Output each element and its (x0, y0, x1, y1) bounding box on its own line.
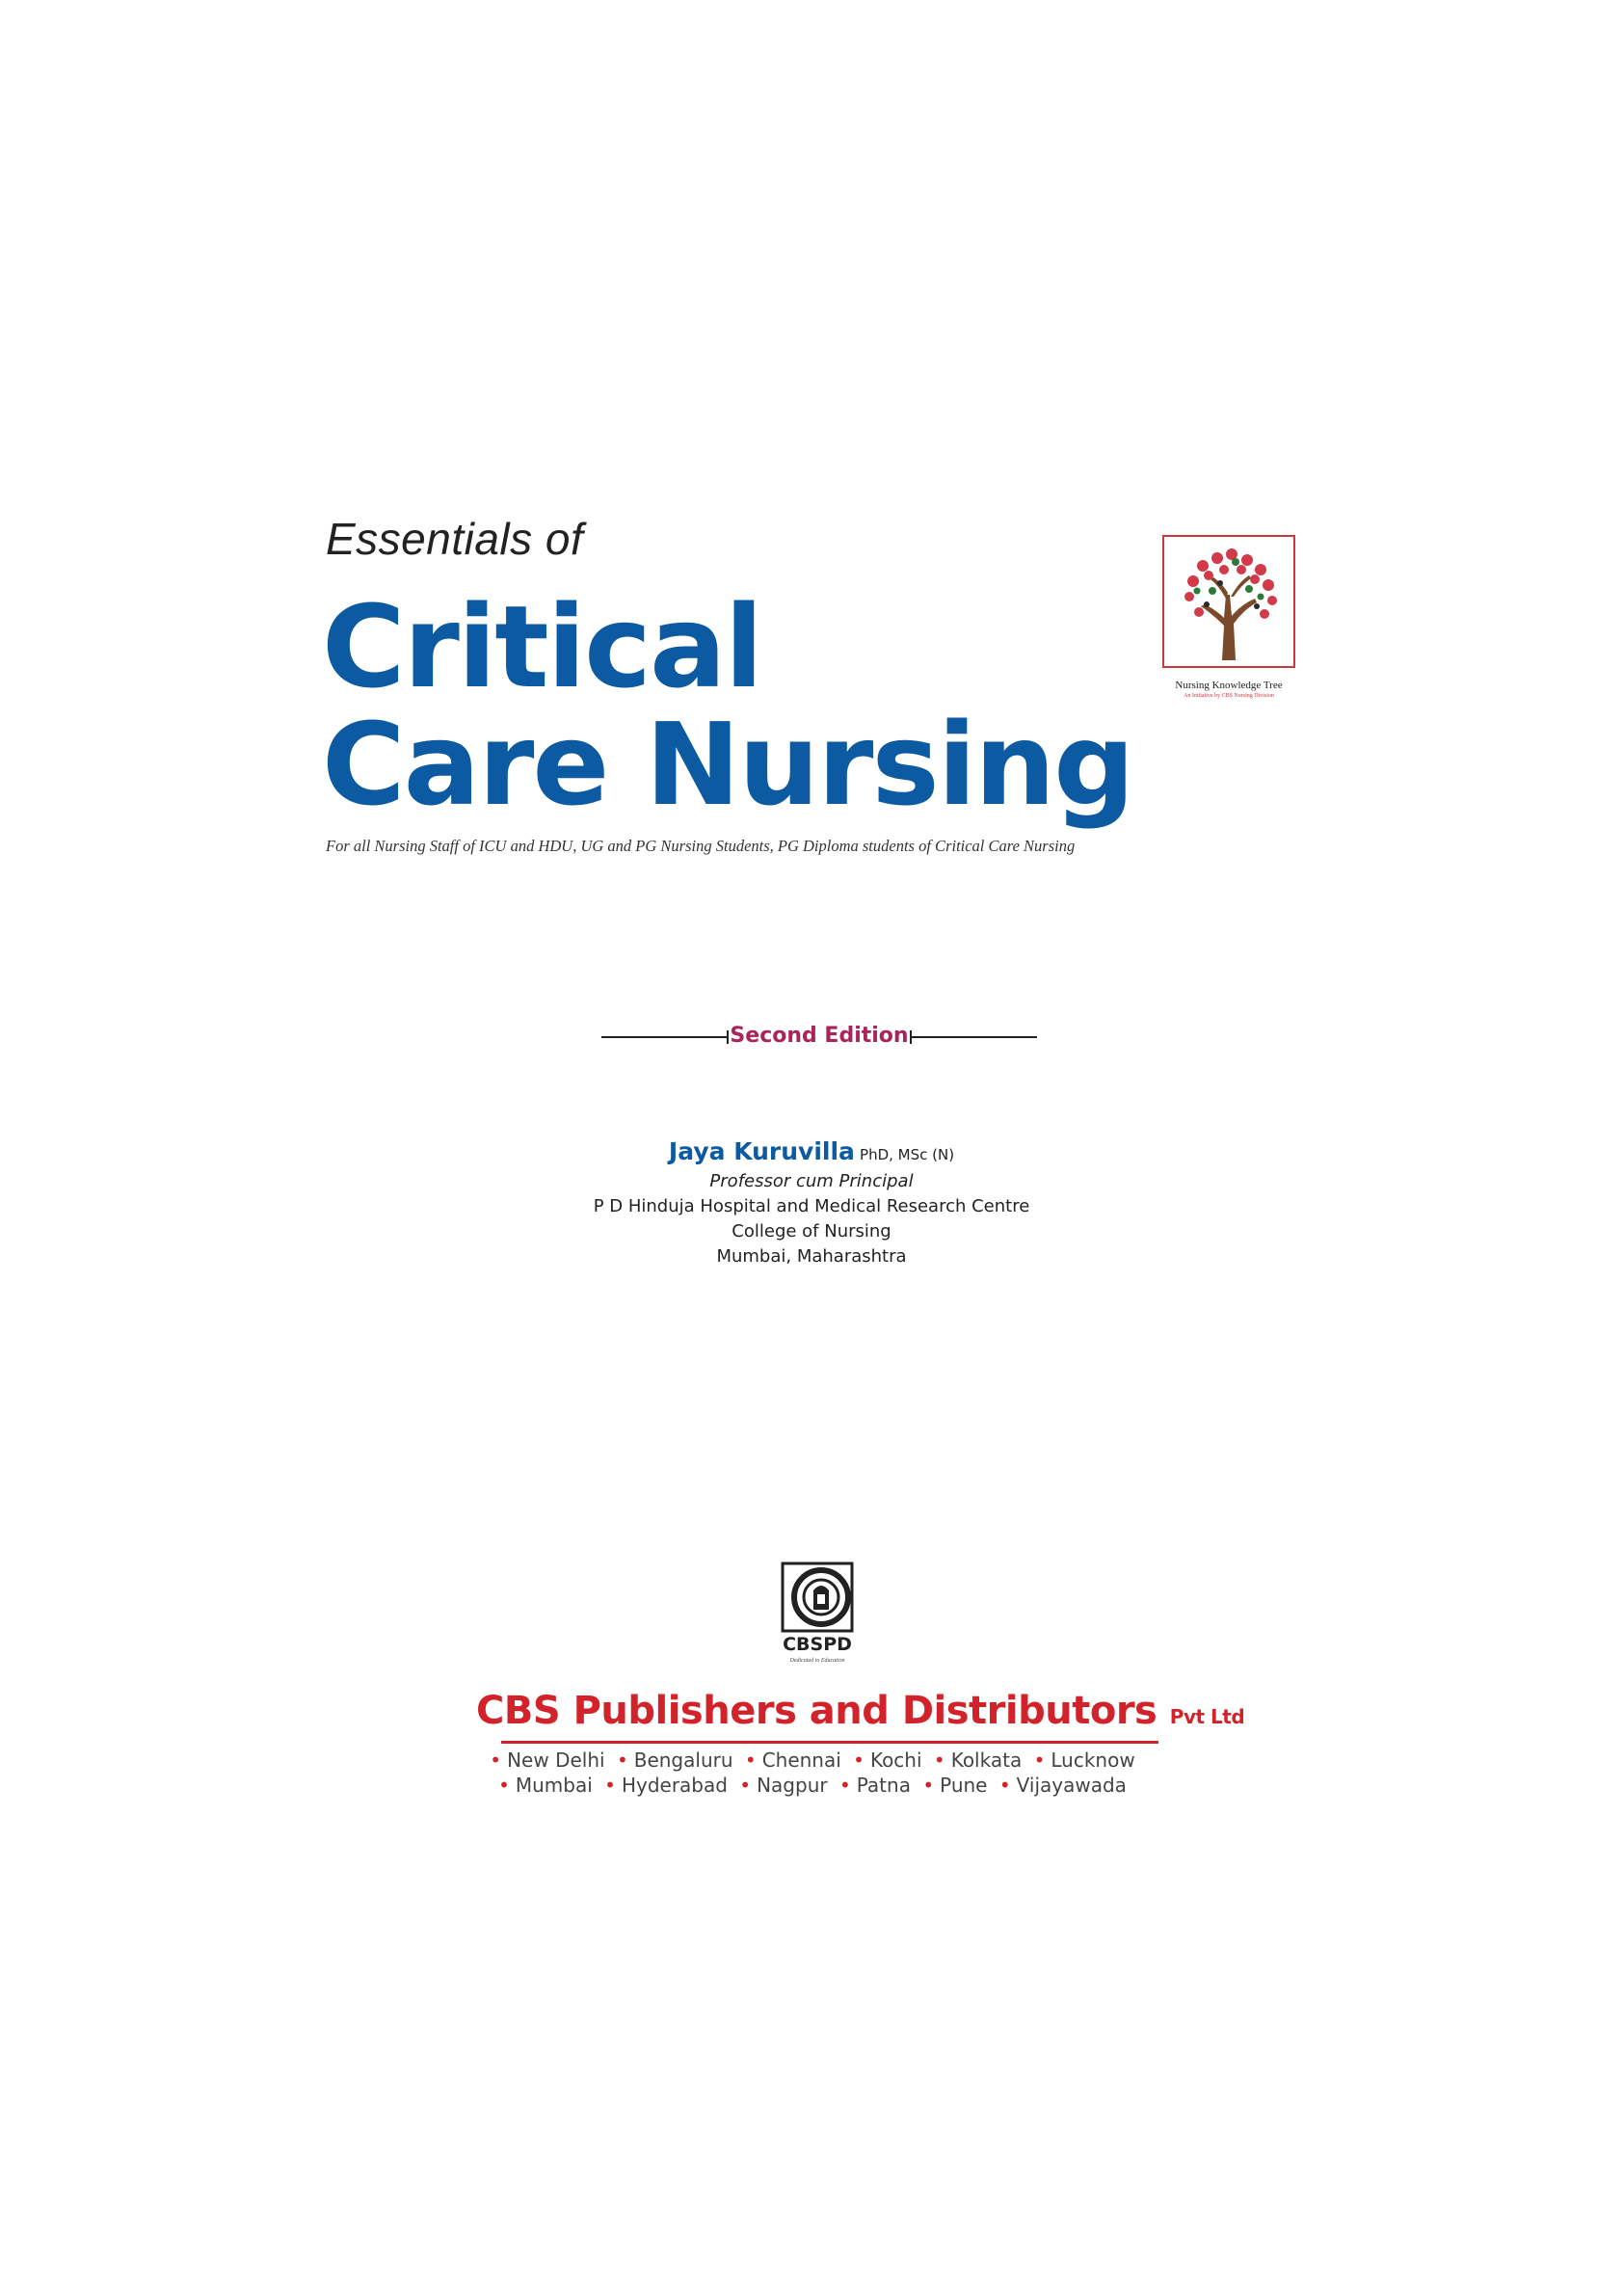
publisher-rule (501, 1741, 1158, 1744)
publisher-name: CBS Publishers and Distributors (476, 1689, 1157, 1733)
city: Patna (856, 1774, 911, 1797)
book-title-line-2: Care Nursing (322, 698, 1133, 831)
cbspd-logo (779, 1562, 856, 1669)
book-title-line-1: Critical (322, 580, 762, 713)
city: Lucknow (1051, 1749, 1135, 1772)
city: Pune (940, 1774, 988, 1797)
publisher-suffix: Pvt Ltd (1169, 1705, 1245, 1728)
city: Kolkata (950, 1749, 1023, 1772)
edition-label: Second Edition (730, 1024, 909, 1048)
author-name: Jaya Kuruvilla (668, 1137, 855, 1165)
author-location: Mumbai, Maharashtra (716, 1246, 907, 1267)
city: Mumbai (515, 1774, 593, 1797)
author-degrees: PhD, MSc (N) (860, 1146, 955, 1163)
audience-description: For all Nursing Staff of ICU and HDU, UG and PG Nursing Students, PG Diploma students of Critical Care Nursing (326, 837, 1076, 855)
city: Kochi (869, 1749, 922, 1772)
author-institution: P D Hinduja Hospital and Medical Research Centre (593, 1196, 1030, 1216)
tree-icon (1164, 537, 1293, 666)
cbspd-emblem-icon (779, 1562, 856, 1669)
cities-row-1: • New Delhi • Bengaluru • Chennai • Kochi • Kolkata • Lucknow (490, 1749, 1135, 1772)
cbspd-logo-text: CBSPD (783, 1634, 852, 1655)
publisher-name-line (476, 1689, 1244, 1733)
cities-row-2: • Mumbai • Hyderabad • Nagpur • Patna • Pune • Vijayawada (498, 1774, 1127, 1797)
author-block (426, 1137, 1197, 1269)
author-college: College of Nursing (732, 1221, 891, 1241)
nursing-knowledge-tree-logo (1162, 535, 1295, 668)
cbspd-logo-tagline: Dedicated to Education (789, 1658, 845, 1664)
city: Nagpur (757, 1774, 828, 1797)
author-position: Professor cum Principal (709, 1171, 914, 1191)
edition-banner (601, 1022, 1037, 1051)
logo-subcaption: An Initiative by CBS Nursing Division (1184, 693, 1274, 699)
logo-caption: Nursing Knowledge Tree (1175, 680, 1283, 691)
title-prefix: Essentials of (326, 514, 584, 564)
city: Bengaluru (633, 1749, 733, 1772)
city: Vijayawada (1016, 1774, 1127, 1797)
city: Chennai (761, 1749, 841, 1772)
city: New Delhi (507, 1749, 605, 1772)
city: Hyderabad (621, 1774, 728, 1797)
